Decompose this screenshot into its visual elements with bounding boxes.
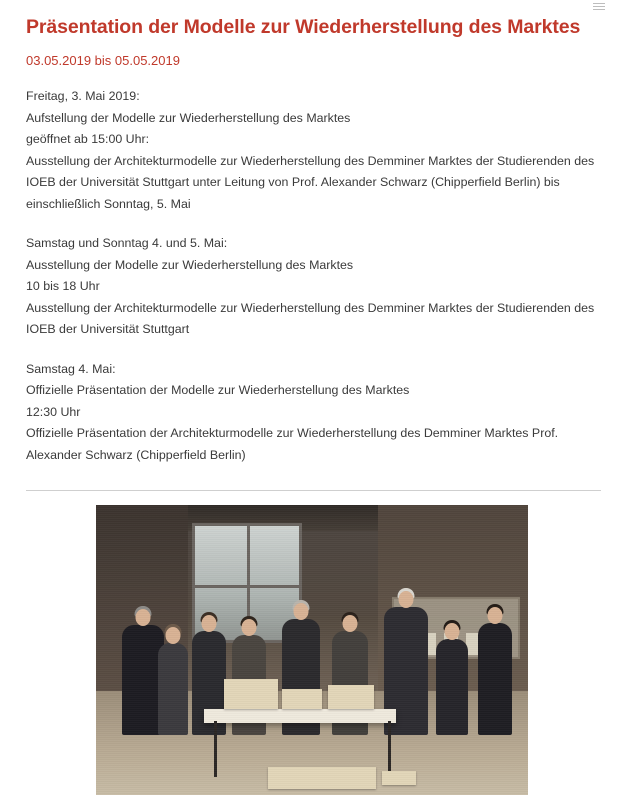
photo-person-head [202,615,217,632]
marker-line [593,9,605,10]
photo-architecture-model [282,689,322,709]
exhibition-photo [96,505,528,795]
photo-person-head [488,607,503,624]
photo-model-table [204,709,396,723]
paragraph-saturday: Samstag 4. Mai: Offizielle Präsentation der Modelle zur Wiederherstellung des Marktes 12:30 Uhr Offizielle Präsentation der Architekturmodelle zur Wiederherstellung des Demminer Marktes Prof. Alexander Schwarz (Chipperfield Berlin) [26,361,559,462]
photo-architecture-model [224,679,278,709]
marker-line [593,6,605,7]
paragraph-friday: Freitag, 3. Mai 2019: Aufstellung der Modelle zur Wiederherstellung des Marktes geöffnet ab 15:00 Uhr: Ausstellung der Architekturmodelle zur Wiederherstellung des Demminer Marktes der Studierenden des IOEB der Universität Stuttgart unter Leitung von Prof. Alexander Schwarz (Chipperfield Berlin) bis einschließlich Sonntag, 5. Mai [26,89,595,211]
photo-person-head [136,609,151,626]
photo-person-head [166,627,181,644]
photo-table-leg [388,721,391,777]
event-description [26,86,601,466]
page-title: Präsentation der Modelle zur Wiederherstellung des Marktes [26,16,581,38]
photo-person-head [445,623,460,640]
page-top-marker-icon [593,3,605,10]
photo-architecture-model [328,685,374,709]
photo-person [478,623,512,735]
paragraph-weekend: Samstag und Sonntag 4. und 5. Mai: Ausstellung der Modelle zur Wiederherstellung des Marktes 10 bis 18 Uhr Ausstellung der Architekturmodelle zur Wiederherstellung des Demminer Marktes der Studierenden des IOEB der Universität Stuttgart [26,236,595,336]
marker-line [593,3,605,4]
photo-table-leg [214,721,217,777]
photo-person-head [242,619,257,636]
photo-person [158,643,188,735]
content-divider [26,490,601,491]
photo-person [436,639,468,735]
photo-person-head [399,591,414,608]
photo-person-head [343,615,358,632]
photo-container [26,505,601,795]
photo-person-head [294,603,309,620]
event-date-range: 03.05.2019 bis 05.05.2019 [26,53,180,68]
photo-architecture-model-floor [268,767,376,789]
photo-architecture-model-floor [382,771,416,785]
